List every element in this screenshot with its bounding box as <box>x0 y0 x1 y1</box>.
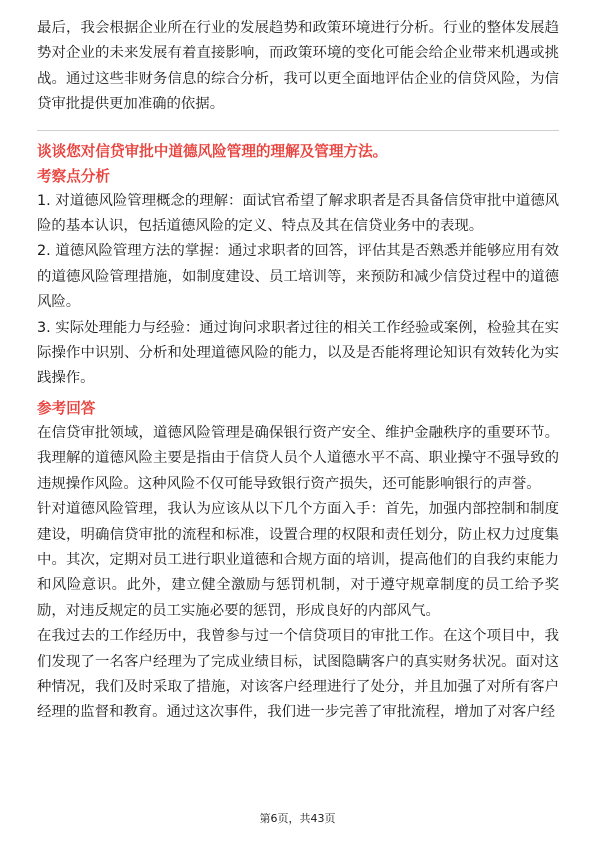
intro-paragraph: 最后，我会根据企业所在行业的发展趋势和政策环境进行分析。行业的整体发展趋势对企业的未来发展有着直接影响，而政策环境的变化可能会给企业带来机遇或挑战。通过这些非财务信息的综合分析，我可以更全面地评估企业的信贷风险，为信贷审批提供更加准确的依据。 <box>37 20 559 113</box>
section-divider <box>37 130 559 131</box>
answer-paragraph-2: 针对道德风险管理，我认为应该从以下几个方面入手：首先，加强内部控制和制度建设，明确信贷审批的流程和标准，设置合理的权限和责任划分，防止权力过度集中。其次，定期对员工进行职业道德和合规方面的培训，提高他们的自我约束能力和风险意识。此外，建立健全激励与惩罚机制，对于遵守规章制度的员工给予奖励，对违反规定的员工实施必要的惩罚，形成良好的内部风气。 <box>37 501 559 619</box>
analysis-item-1: 1. 对道德风险管理概念的理解：面试官希望了解求职者是否具备信贷审批中道德风险的基本认识，包括道德风险的定义、特点及其在信贷业务中的表现。 <box>37 192 559 235</box>
document-page <box>37 16 559 726</box>
answer-paragraph-3: 在我过去的工作经历中，我曾参与过一个信贷项目的审批工作。在这个项目中，我们发现了一名客户经理为了完成业绩目标，试图隐瞒客户的真实财务状况。面对这种情况，我们及时采取了措施，对该客户经理进行了处分，并且加强了对所有客户经理的监督和教育。通过这次事件，我们进一步完善了审批流程，增加了对客户经 <box>37 628 559 721</box>
analysis-item-2: 2. 道德风险管理方法的掌握：通过求职者的回答，评估其是否熟悉并能够应用有效的道德风险管理措施，如制度建设、员工培训等，来预防和减少信贷过程中的道德风险。 <box>37 243 559 311</box>
analysis-heading: 考察点分析 <box>37 167 110 185</box>
answer-heading: 参考回答 <box>37 399 96 417</box>
answer-paragraph-1: 在信贷审批领域，道德风险管理是确保银行资产安全、维护金融秩序的重要环节。我理解的道德风险主要是指由于信贷人员个人道德水平不高、职业操守不强导致的违规操作风险。这种风险不仅可能导致银行资产损失，还可能影响银行的声誉。 <box>37 424 559 492</box>
page-number-footer: 第6页，共43页 <box>259 812 336 825</box>
analysis-item-3: 3. 实际处理能力与经验：通过询问求职者过往的相关工作经验或案例，检验其在实际操作中识别、分析和处理道德风险的能力，以及是否能将理论知识有效转化为实践操作。 <box>37 319 559 387</box>
question-title: 谈谈您对信贷审批中道德风险管理的理解及管理方法。 <box>37 142 388 160</box>
